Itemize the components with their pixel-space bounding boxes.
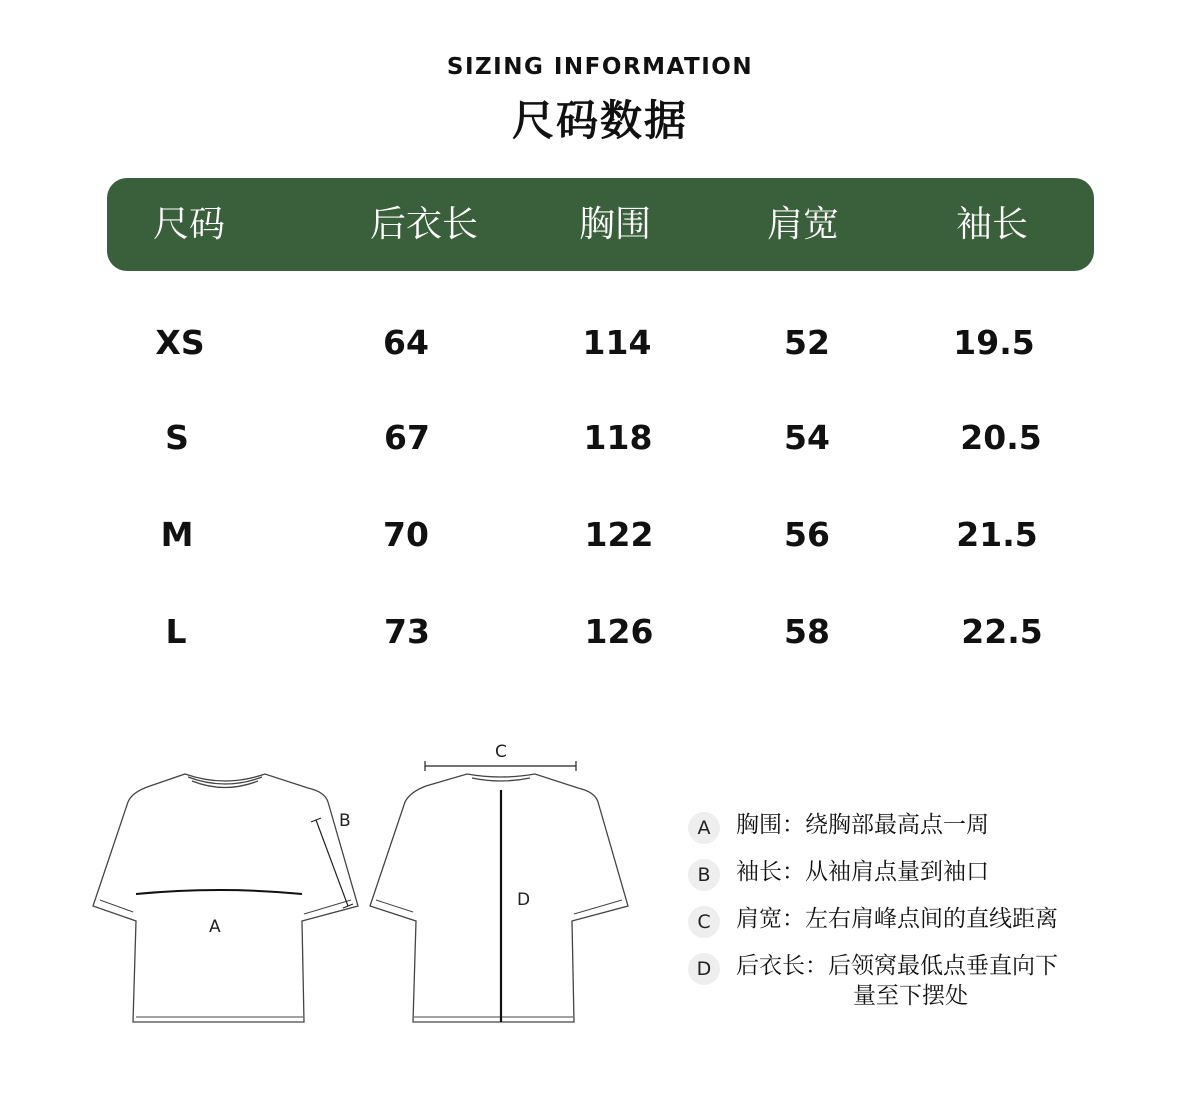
legend-label: 胸围： bbox=[736, 812, 805, 838]
cell-shoulder: 54 bbox=[784, 418, 830, 457]
cell-chest: 114 bbox=[582, 323, 652, 362]
legend-text-a bbox=[736, 810, 989, 840]
column-header-sleeve: 袖长 bbox=[955, 204, 1028, 245]
column-header-chest: 胸围 bbox=[578, 204, 651, 245]
cell-chest: 126 bbox=[584, 612, 654, 651]
size-table-header bbox=[107, 178, 1094, 271]
legend-label: 肩宽： bbox=[736, 906, 805, 932]
legend-badge-a: A bbox=[688, 812, 720, 844]
column-header-size: 尺码 bbox=[152, 204, 225, 245]
table-row bbox=[0, 408, 1200, 468]
table-row bbox=[0, 505, 1200, 565]
legend-item-d bbox=[688, 949, 1188, 1009]
cell-shoulder: 58 bbox=[784, 612, 830, 651]
cell-size: S bbox=[165, 418, 189, 457]
cell-size: L bbox=[165, 612, 187, 651]
cell-sleeve: 22.5 bbox=[961, 612, 1043, 651]
legend-desc: 绕胸部最高点一周 bbox=[805, 812, 989, 838]
legend-desc: 后领窝最低点垂直向下 bbox=[828, 953, 1058, 979]
legend-badge-d: D bbox=[688, 953, 720, 985]
cell-sleeve: 21.5 bbox=[956, 515, 1038, 554]
cell-size: XS bbox=[155, 323, 205, 362]
column-header-back-length: 后衣长 bbox=[369, 204, 478, 245]
table-row bbox=[0, 313, 1200, 373]
legend-desc: 左右肩峰点间的直线距离 bbox=[805, 906, 1058, 932]
legend-badge-c: C bbox=[688, 906, 720, 938]
legend-label: 袖长： bbox=[736, 859, 805, 885]
tshirt-measurement-diagram bbox=[80, 730, 660, 1040]
diagram-label-d: D bbox=[517, 890, 531, 910]
table-row bbox=[0, 602, 1200, 662]
column-header-shoulder: 肩宽 bbox=[766, 204, 839, 245]
legend-desc: 从袖肩点量到袖口 bbox=[805, 859, 989, 885]
title-english: SIZING INFORMATION bbox=[446, 54, 754, 80]
measurement-legend bbox=[688, 808, 1188, 1009]
tshirt-back-illustration bbox=[370, 761, 628, 1022]
legend-label: 后衣长： bbox=[736, 953, 828, 979]
cell-chest: 118 bbox=[583, 418, 653, 457]
cell-back-length: 64 bbox=[383, 323, 429, 362]
diagram-label-b: B bbox=[339, 811, 351, 831]
legend-text-c bbox=[736, 904, 1058, 934]
legend-item-b bbox=[688, 855, 1188, 902]
cell-back-length: 73 bbox=[384, 612, 430, 651]
legend-text-d bbox=[736, 951, 1058, 981]
cell-shoulder: 56 bbox=[784, 515, 830, 554]
diagram-label-a: A bbox=[209, 917, 221, 937]
cell-back-length: 70 bbox=[383, 515, 429, 554]
diagram-label-c: C bbox=[495, 742, 507, 762]
legend-item-c bbox=[688, 902, 1188, 949]
tshirt-front-illustration bbox=[93, 774, 358, 1022]
legend-text-b bbox=[736, 857, 989, 887]
cell-chest: 122 bbox=[584, 515, 654, 554]
cell-sleeve: 20.5 bbox=[960, 418, 1042, 457]
cell-sleeve: 19.5 bbox=[953, 323, 1035, 362]
legend-item-a bbox=[688, 808, 1188, 855]
cell-back-length: 67 bbox=[384, 418, 430, 457]
legend-badge-b: B bbox=[688, 859, 720, 891]
cell-shoulder: 52 bbox=[784, 323, 830, 362]
legend-text-d-continued: 量至下摆处 bbox=[853, 983, 968, 1009]
title-chinese: 尺码数据 bbox=[511, 96, 688, 145]
cell-size: M bbox=[160, 515, 194, 554]
